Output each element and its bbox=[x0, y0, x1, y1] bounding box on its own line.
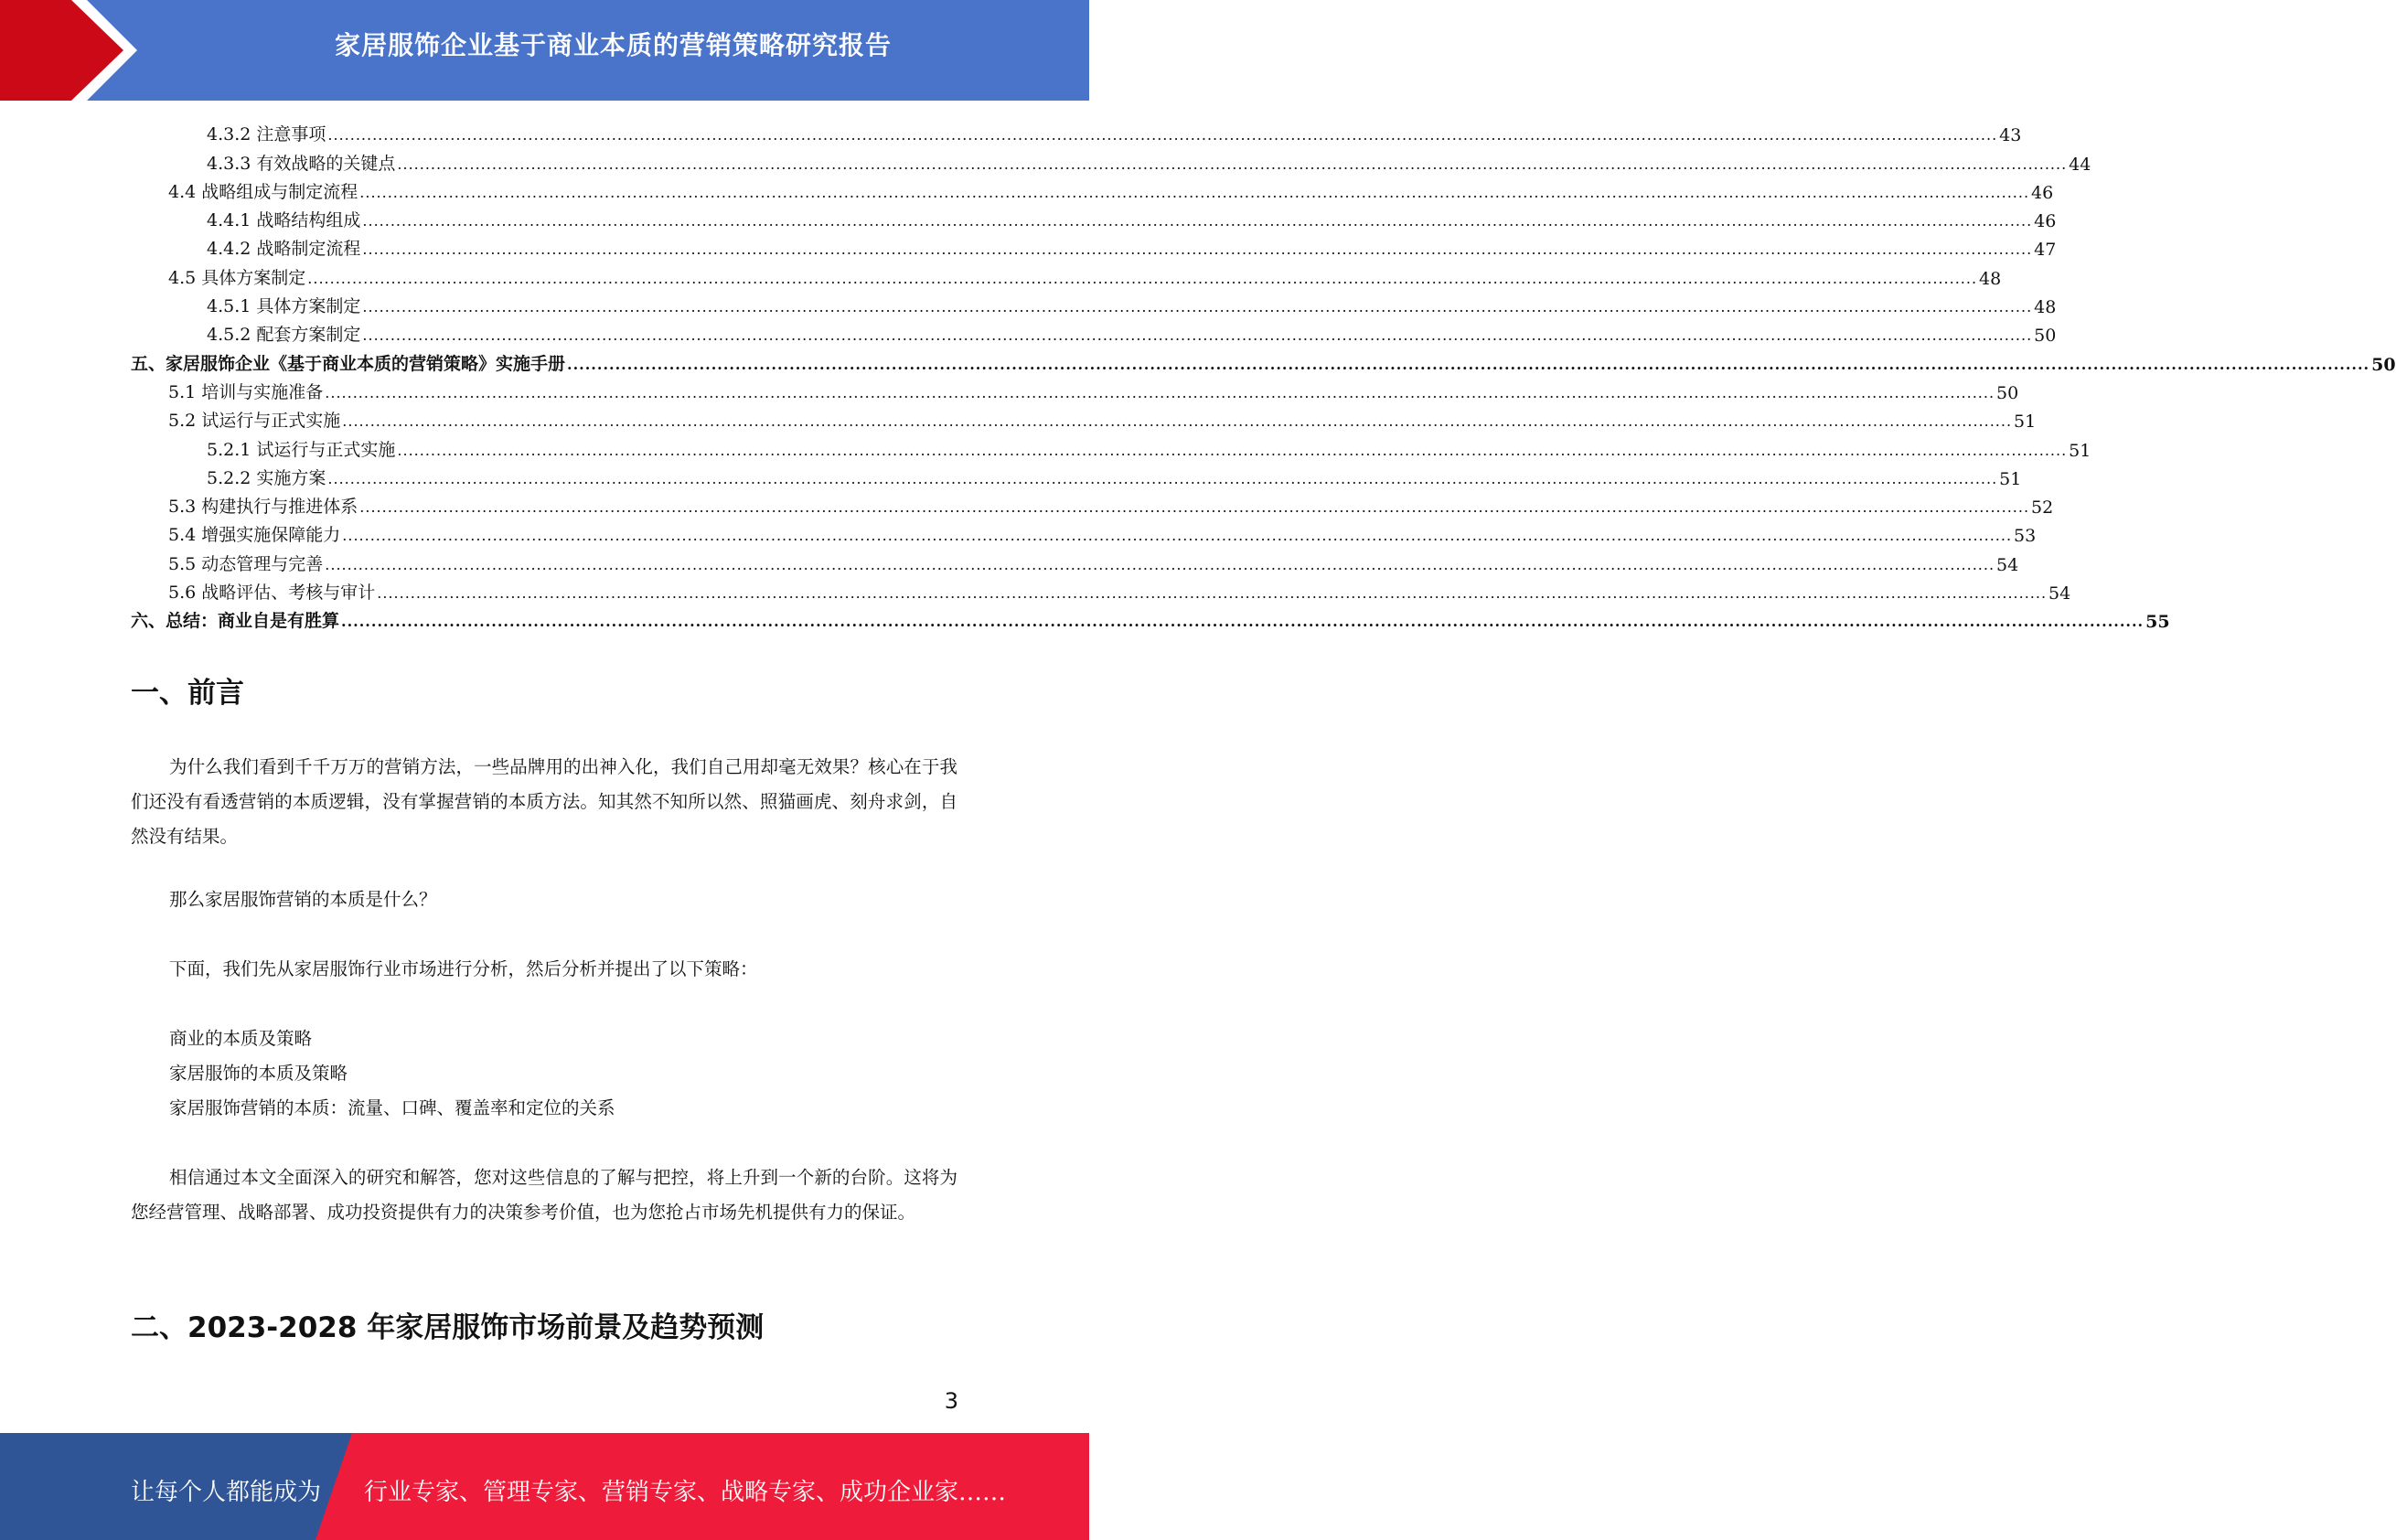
toc-entry-page: 48 bbox=[1979, 268, 2002, 289]
toc-entry-label: 4.5 具体方案制定 bbox=[168, 267, 306, 288]
toc-dot-leader: ............................................................................................................................................................................................................................................................................................................ bbox=[341, 613, 2145, 631]
toc-entry-page: 50 bbox=[2371, 354, 2396, 375]
toc-entry-label: 4.5.1 具体方案制定 bbox=[207, 296, 361, 317]
list-item: 家居服饰营销的本质：流量、口碑、覆盖率和定位的关系 bbox=[169, 1097, 615, 1118]
toc-entry[interactable] bbox=[131, 289, 2057, 318]
toc-entry[interactable] bbox=[131, 489, 2054, 519]
toc-dot-leader: ............................................................................................................................................................................................................................................................................................................ bbox=[359, 498, 2030, 517]
footer-slogan-right: 行业专家、管理专家、营销专家、战略专家、成功企业家…… bbox=[364, 1479, 1007, 1506]
footer-slogan-left: 让每个人都能成为 bbox=[131, 1479, 322, 1506]
toc-entry-label: 4.3.2 注意事项 bbox=[207, 124, 326, 145]
toc-entry-label: 5.1 培训与实施准备 bbox=[168, 381, 324, 402]
toc-entry-page: 48 bbox=[2034, 297, 2057, 318]
toc-entry[interactable] bbox=[131, 375, 2019, 403]
toc-dot-leader: ............................................................................................................................................................................................................................................................................................................ bbox=[362, 326, 2033, 345]
toc-dot-leader: ............................................................................................................................................................................................................................................................................................................ bbox=[327, 469, 1998, 487]
toc-entry-label: 5.6 战略评估、考核与审计 bbox=[168, 583, 376, 604]
toc-entry-page: 50 bbox=[2034, 326, 2057, 347]
toc-entry[interactable] bbox=[131, 546, 2019, 575]
toc-entry[interactable] bbox=[131, 117, 2022, 146]
toc-entry-label: 五、家居服饰企业《基于商业本质的营销策略》实施手册 bbox=[131, 353, 566, 374]
toc-dot-leader: ............................................................................................................................................................................................................................................................................................................ bbox=[342, 412, 2013, 431]
toc-entry[interactable] bbox=[131, 203, 2057, 232]
toc-entry-label: 5.4 增强实施保障能力 bbox=[168, 525, 341, 546]
toc-entry-page: 51 bbox=[1999, 468, 2022, 489]
paragraph: 下面，我们先从家居服饰行业市场进行分析，然后分析并提出了以下策略： bbox=[169, 958, 758, 979]
toc-entry-page: 53 bbox=[2014, 526, 2037, 547]
toc-dot-leader: ............................................................................................................................................................................................................................................................................................................ bbox=[325, 555, 1995, 573]
toc-entry-label: 4.3.3 有效战略的关键点 bbox=[207, 153, 396, 174]
toc-entry-label: 5.2 试运行与正式实施 bbox=[168, 411, 341, 432]
toc-entry[interactable] bbox=[131, 175, 2054, 203]
toc-entry-page: 43 bbox=[1999, 125, 2022, 146]
toc-dot-leader: ............................................................................................................................................................................................................................................................................................................ bbox=[397, 441, 2068, 459]
toc-entry-label: 5.2.2 实施方案 bbox=[207, 467, 326, 488]
toc-entry-page: 46 bbox=[2034, 211, 2057, 232]
toc-entry-label: 5.3 构建执行与推进体系 bbox=[168, 497, 358, 518]
table-of-contents bbox=[131, 117, 2396, 633]
toc-entry-page: 52 bbox=[2031, 497, 2054, 519]
page-number: 3 bbox=[944, 1388, 958, 1414]
page-header bbox=[0, 0, 1089, 101]
toc-entry-label: 4.4.1 战略结构组成 bbox=[207, 210, 361, 231]
toc-entry-label: 5.2.1 试运行与正式实施 bbox=[207, 439, 396, 460]
toc-entry-page: 44 bbox=[2069, 154, 2091, 175]
toc-dot-leader: ............................................................................................................................................................................................................................................................................................................ bbox=[397, 155, 2068, 173]
toc-entry-label: 5.5 动态管理与完善 bbox=[168, 553, 324, 574]
toc-entry[interactable] bbox=[131, 461, 2022, 489]
toc-entry[interactable] bbox=[131, 317, 2057, 347]
toc-entry-page: 47 bbox=[2034, 240, 2057, 261]
toc-entry-page: 51 bbox=[2014, 412, 2037, 433]
section-heading-market-outlook: 二、2023-2028 年家居服饰市场前景及趋势预测 bbox=[131, 1311, 765, 1344]
report-title: 家居服饰企业基于商业本质的营销策略研究报告 bbox=[334, 30, 892, 60]
toc-entry[interactable] bbox=[131, 260, 2002, 289]
toc-dot-leader: ............................................................................................................................................................................................................................................................................................................ bbox=[327, 126, 1998, 144]
toc-entry-page: 50 bbox=[1996, 382, 2019, 403]
toc-dot-leader: ............................................................................................................................................................................................................................................................................................................ bbox=[342, 527, 2013, 545]
page-footer bbox=[0, 1433, 1089, 1540]
toc-dot-leader: ............................................................................................................................................................................................................................................................................................................ bbox=[567, 355, 2370, 373]
toc-dot-leader: ............................................................................................................................................................................................................................................................................................................ bbox=[325, 383, 1995, 401]
strategy-list bbox=[169, 1021, 615, 1126]
toc-entry-label: 4.4 战略组成与制定流程 bbox=[168, 181, 358, 202]
toc-dot-leader: ............................................................................................................................................................................................................................................................................................................ bbox=[377, 584, 2048, 603]
toc-entry[interactable] bbox=[131, 231, 2057, 261]
toc-entry-page: 54 bbox=[1996, 554, 2019, 575]
toc-entry-page: 51 bbox=[2069, 440, 2091, 461]
toc-entry-label: 4.4.2 战略制定流程 bbox=[207, 239, 361, 260]
toc-entry-page: 54 bbox=[2048, 583, 2071, 604]
header-chevron-decoration bbox=[0, 0, 146, 101]
paragraph: 那么家居服饰营销的本质是什么？ bbox=[169, 889, 437, 910]
list-item: 商业的本质及策略 bbox=[169, 1028, 313, 1049]
toc-entry[interactable] bbox=[131, 432, 2091, 461]
toc-dot-leader: ............................................................................................................................................................................................................................................................................................................ bbox=[362, 241, 2033, 259]
paragraph: 相信通过本文全面深入的研究和解答，您对这些信息的了解与把控，将上升到一个新的台阶。这将为您经营管理、战略部署、成功投资提供有力的决策参考价值，也为您抢占市场先机提供有力的保证。 bbox=[131, 1167, 957, 1223]
toc-dot-leader: ............................................................................................................................................................................................................................................................................................................ bbox=[359, 183, 2030, 201]
list-item: 家居服饰的本质及策略 bbox=[169, 1063, 348, 1084]
paragraph: 为什么我们看到千千万万的营销方法，一些品牌用的出神入化，我们自己用却毫无效果？核心在于我们还没有看透营销的本质逻辑，没有掌握营销的本质方法。知其然不知所以然、照猫画虎、刻舟求剑，自然没有结果。 bbox=[131, 756, 957, 847]
toc-entry[interactable] bbox=[131, 518, 2037, 547]
toc-entry[interactable] bbox=[131, 403, 2037, 433]
toc-entry-label: 4.5.2 配套方案制定 bbox=[207, 325, 361, 346]
toc-dot-leader: ............................................................................................................................................................................................................................................................................................................ bbox=[307, 269, 1978, 287]
toc-entry[interactable] bbox=[131, 604, 2170, 633]
toc-dot-leader: ............................................................................................................................................................................................................................................................................................................ bbox=[362, 212, 2033, 230]
toc-entry[interactable] bbox=[131, 575, 2071, 604]
toc-entry-page: 55 bbox=[2145, 612, 2170, 633]
toc-entry-page: 46 bbox=[2031, 182, 2054, 203]
toc-entry[interactable] bbox=[131, 346, 2396, 375]
toc-dot-leader: ............................................................................................................................................................................................................................................................................................................ bbox=[362, 298, 2033, 316]
toc-entry-label: 六、总结：商业自是有胜算 bbox=[131, 611, 340, 632]
section-heading-preface: 一、前言 bbox=[131, 677, 244, 710]
toc-entry[interactable] bbox=[131, 145, 2091, 175]
